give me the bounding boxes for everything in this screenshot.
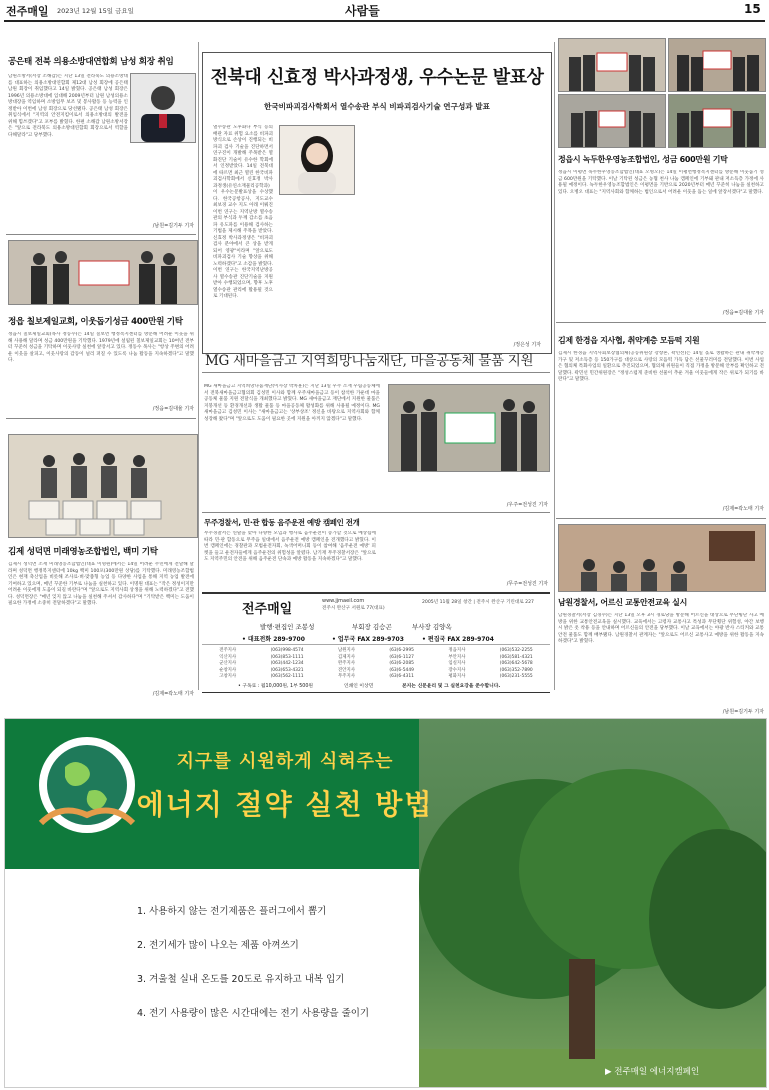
article-body: 남원소방서(서장 소해갑)는 지난 13일 전라북도 의용소방대를 대표하는 의용소방대연합회 제12대 남성 회장에 공은태 남원 회장이 취임했다고 14일 밝혔다. 공은태 남성 회장은 1996년 의용소방대에 입대해 2009년부터 남원 남성의용소방대장을 역임하며 소방업무 보조 및 봉사활동 등 능력을 인정받아 이번에 남성 회장으로 당선됐다. 공은태 남성 회장은 취임식에서 "지역의 안전지킴이로서 의용소방대의 발전을 위해 힘쓰겠다"고 포부를 밝혔다. 한편 소해갑 남원소방서장은 "앞으로 전라북도 의용소방대연합회 회장으로서 역할을 다해달라"고 당부했다.	[8, 74, 128, 138]
masthead-addr: 전주시 완산구 서원로 77(대표)	[322, 606, 385, 611]
hanwoo-donation-photo-1	[558, 38, 666, 92]
group-photo-icon	[559, 39, 665, 91]
tip-item: 4. 전기 사용량이 많은 시간대에는 전기 사용량을 줄이기	[137, 1008, 370, 1019]
group-photo-icon	[669, 39, 765, 91]
article-body: 정읍시 이평면 녹두한우영농조합법인(대표 오병오)은 14일 이평면행정복지센터를 방문해 이웃돕기 성금 600만원을 기탁했다. 이날 기탁된 성금은 농협 천사 나눔 캠페인에 기부돼 관내 저소득층 가정에 사용될 예정이다. 녹두한우영농조합법인은 이평면을 기반으로 2020년부터 매년 꾸준히 나눔을 실천하고 있다. 오병오 대표는 "지역사회와 함께하는 법인으로서 어려운 이웃을 돕는 일에 앞장서겠다"고 말했다.	[558, 170, 764, 195]
article-body-cont	[388, 474, 548, 504]
article-body-cont	[279, 199, 379, 345]
group-photo-icon	[9, 241, 197, 304]
classroom-photo-icon	[559, 525, 765, 591]
ethics-notice: 본지는 신문윤리 및 그 실천요강을 준수합니다.	[402, 684, 501, 689]
office-row: 전주지사 (063)998-4574 남원지사 (63)6-2995 정읍지사 (063)532-2255	[219, 648, 533, 653]
vice-president: 부사장 김양옥	[412, 623, 452, 631]
byline: /남원=김기두 기자	[722, 709, 764, 715]
group-photo-icon	[389, 385, 549, 471]
portrait-photo	[130, 73, 196, 143]
byline: /우주=전성진 기자	[506, 502, 548, 508]
office-row: 고창지사 (063)562-1111 무주지사 (63)6-4311 평화지사 (063)231-5555	[219, 674, 533, 680]
article-title: 공은태 전북 의용소방대연합회 남성 회장 취임	[8, 57, 174, 67]
top-story-title: 전북대 신효정 박사과정생, 우수논문 발표상	[210, 67, 544, 88]
article-title: 남원경찰서, 어르신 교통안전교육 실시	[558, 598, 688, 607]
divider	[556, 322, 766, 323]
article-body-cont	[387, 125, 541, 325]
byline: /정읍=김대율 기자	[152, 406, 194, 412]
divider	[556, 518, 766, 519]
issue-date: 2023년 12월 15일 금요일	[57, 7, 134, 15]
publisher: 발행·편집인 조봉성	[260, 623, 315, 631]
article-body: 김제시 성덕면 소재 미래영농조합법인(대표 이명원)에서는 14일 어려운 주민에게 전달해 달라며 성덕면 행정복지센터에 10kg 백미 100포(300만원 상당)를 기탁했다. 미래영농조합법인은 현재 축산업을 비롯해 조사료·벼·맞춤형 농업 등 다양한 사업을 통해 지역 농업 발전에 기여하고 있으며, 매년 꾸준한 기부로 나눔을 실천하고 있다. 이명원 대표는 "작은 정성이지만 어려운 이웃에게 도움이 되길 바란다"며 "앞으로도 지역사회 상생을 위해 노력하겠다"고 전했다. 성덕면장은 "매년 잊지 않고 나눔을 실천해 주셔서 감사하다"며 "기탁받은 백미는 도움이 필요한 가정에 소중히 전달하겠다"고 말했다.	[8, 562, 194, 606]
article-body: 무주경찰서는 연말을 맞아 다양한 모임과 행사로 음주운전이 증가할 것으로 예상됨에 따라 민·관 합동으로 무주읍 일대에서 음주운전 예방 캠페인을 전개했다고 밝혔다. 이번 캠페인에는 경찰관과 모범운전자회, 녹색어머니회 등이 참여해 '음주운전 예방' 피켓을 들고 운전자들에게 음주운전의 위험성을 알렸다. 남기재 무주경찰서장은 "앞으로도 지역주민의 안전을 위해 음주운전 단속과 예방 활동을 지속하겠다"고 말했다.	[204, 531, 376, 562]
masthead-url: www.jjmaeil.com	[322, 598, 365, 604]
masthead-name: 전주매일	[242, 602, 293, 617]
article-body-cont	[8, 148, 194, 218]
banner-tree	[419, 719, 766, 1087]
tree-icon	[419, 719, 766, 1087]
traffic-safety-photo	[558, 524, 766, 592]
article-title: 김제 한경읍 지사협, 취약계층 모듬떡 지원	[558, 336, 700, 345]
article-body: 김제시 한경읍 지역사회보장협의체(공동위원장 강창흔, 곽민선)는 14일 홀로 생활하는 관내 취약계층 가구 및 저소득층 등 150가구를 대상으로 사랑의 모듬떡 가득 담은 선물꾸러미를 전달했다. 이번 사업은 협의체 특화사업의 일환으로 추진되었으며, 협의체 위원들이 직접 가정을 방문해 안부를 확인하고 전달했다. 곽민선 민간위원장은 "정성스럽게 준비한 선물이 추운 겨울 이웃들에게 작은 위로가 되기를 바란다"고 말했다.	[558, 351, 764, 382]
top-story-subtitle: 한국비파괴검사학회서 열수송관 부식 비파괴검사기술 연구성과 발표	[264, 102, 490, 111]
church-donation-photo	[8, 240, 198, 305]
byline: /김제=곽노태 기자	[152, 691, 194, 697]
offices-table	[202, 648, 550, 681]
masthead-reg: 2005년 11월 28일 창간 | 전주시 완산구 기린대로 227	[422, 600, 534, 605]
person-portrait-icon	[280, 126, 354, 194]
office-row: 군산지사 (063)442-1234 완주지사 (63)6-2085 임실지사 (063)642-5678	[219, 661, 533, 667]
article-body: 열수송관 노후화나 부식 등의 배관 자료 위험 요소를 비파괴 방식으로 손상이 진행되는 비파괴 검사 기술을 진단하면서 연구진이 개발해 주목받은 열화진단 기술이 유수한 학회에서 인정받았다. 14일 전북대에 따르면 최근 열린 한국비파괴검사학회에서 신효정 박사과정생(유연소재물리공학과)이 우수논문발표상을 수상했다. 한국공항공사, 지도교수 최보경 교수 지도 아래 이뤄진 이번 연구는 지역난방 열수송관의 부식과 두께 감소를 초음파 유도파를 이용해 검사하는 기법을 제시해 주목을 받았다. 신효정 박사과정생은 "비파괴검사 분야에서 큰 상을 받게 되어 영광"이라며 "앞으로도 비파괴검사 기술 향상을 위해 노력하겠다"고 소감을 밝혔다. 이번 연구는 한국지역난방공사 열수송관 진단기술을 지원받아 수행되었으며, 향후 노후 열수송관 관리에 활용될 것으로 기대된다.	[213, 125, 273, 299]
masthead-box	[202, 592, 550, 693]
student-portrait	[279, 125, 355, 195]
page-number: 15	[744, 2, 761, 16]
tip-item: 2. 전기세가 많이 나오는 제품 아껴쓰기	[137, 940, 299, 951]
office-row: 익산지사 (063)853-1111 김제지사 (63)6-1127 부안지사 (063)581-4321	[219, 654, 533, 660]
top-story-box	[202, 52, 552, 354]
rice-bags-icon	[9, 435, 197, 537]
tip-item: 3. 겨울철 실내 온도를 20도로 유지하고 내복 입기	[137, 974, 345, 985]
hanwoo-donation-photo-4	[668, 94, 766, 148]
vice-chair: 부회장 김승곤	[352, 623, 392, 631]
community-support-photo	[388, 384, 550, 472]
column-rule	[198, 42, 199, 690]
group-photo-icon	[559, 95, 665, 147]
subscription: • 구독료 : 월10,000원, 1부 500원	[238, 684, 314, 689]
page-header	[0, 0, 769, 20]
byline: /남원=김기두 기자	[152, 223, 194, 229]
campaign-footer: ▶ 전주매일 에너지캠페인	[605, 1067, 700, 1077]
section-name: 사람들	[345, 4, 380, 18]
divider	[202, 372, 550, 373]
hanwoo-donation-photo-3	[558, 94, 666, 148]
divider	[202, 512, 550, 513]
byline: /정읍=김대율 기자	[722, 310, 764, 316]
group-photo-icon	[669, 95, 765, 147]
article-body: 정읍시 칠보제일교회(목사 정동수)는 14일 칠보면 행정복지센터를 방문해 어려운 이웃을 위해 사용해 달라며 성금 400만원을 기탁했다. 1979년에 설립된 칠보제일교회는 10여년 전부터 꾸준히 성금을 기탁하며 이웃사랑 실천에 앞장서고 있다. 정동수 목사는 "항상 주변의 어려운 이웃을 살피고, 이웃사랑의 감동이 널리 퍼질 수 있도록 나눔 활동을 지속하겠다"고 말했다.	[8, 332, 194, 363]
byline: /무주=전성진 기자	[506, 581, 548, 587]
article-body: 남원경찰서(서장 김경수)는 지난 13일 오후 3시 경로당을 방문해 어르신을 대상으로 무단횡단 사고 예방을 위한 교통안전교육을 실시했다. 교육에서는 고령자 교통사고 특성과 무단횡단 위험성, 야간 보행 시 밝은 옷 착용 등을 안내하며 어르신들의 안전을 당부했다. 이날 교육에서는 야광 반사 스티커와 교통안전 물품도 함께 배부됐다. 남원경찰서 관계자는 "앞으로도 어르신 교통사고 예방을 위한 활동을 지속하겠다"고 밝혔다.	[558, 613, 764, 644]
divider	[202, 644, 550, 645]
editorial-fax: • 편집국 FAX 289-9704	[422, 636, 494, 643]
energy-campaign-banner	[4, 718, 767, 1088]
byline: /김제=곽노태 기자	[722, 506, 764, 512]
tips-list	[137, 895, 427, 1031]
divider	[6, 418, 196, 419]
business-fax: • 업무국 FAX 289-9703	[332, 636, 404, 643]
globe-hands-icon	[27, 727, 147, 847]
paper-name: 전주매일	[6, 5, 49, 18]
rice-donation-photo	[8, 434, 198, 538]
byline: /정은성 기자	[513, 342, 541, 348]
tip-item: 1. 사용하지 않는 전기제품은 플러그에서 뽑기	[137, 906, 327, 917]
article-body-cont	[384, 518, 548, 582]
article-title: 정읍시 녹두한우영농조합법인, 성금 600만원 기탁	[558, 155, 728, 164]
article-body: MG 새마을금고 지역희망나눔재단(이사장 박차훈)은 지난 13일 우주 소재 우림공동체에서 전북새마을금고협의회 김성민 이사와 함께 우주새마을금고 등이 참석한 가운데 마을공동체 물품 지원 전달식을 개최했다고 밝혔다. MG 새마을금고 재단에서 지원한 물품은 지붕개선 등 환경개선과 생활 물품 등 마을공동체 활성화를 위해 사용될 예정이다. MG 새마을금고 김성민 이사는 "새마을금고는 '상부상조' 정신을 바탕으로 지역사회와 함께 성장해 왔다"며 "앞으로도 도움이 필요한 곳에 지원을 아끼지 않겠다"고 말했다.	[204, 384, 380, 422]
hanwoo-donation-photo-2	[668, 38, 766, 92]
main-tel: • 대표전화 289-9700	[242, 636, 305, 643]
article-title: 무주경찰서, 민·관 합동 음주운전 예방 캠페인 전개	[204, 518, 360, 527]
person-portrait-icon	[131, 74, 195, 142]
printer: 인쇄인 이상민	[344, 684, 374, 689]
earth-icon	[27, 727, 147, 847]
article-title: MG 새마을금고 지역희망나눔재단, 마을공동체 물품 지원	[205, 353, 534, 369]
article-title: 김제 성덕면 미래영농조합법인, 백미 기탁	[8, 547, 158, 557]
divider	[6, 234, 196, 235]
office-row: 순창지사 (063)653-4321 진안지사 (63)6-5449 장수지사 (063)352-7890	[219, 667, 533, 673]
banner-title-2: 에너지 절약 실천 방법	[136, 788, 434, 821]
column-rule	[554, 42, 555, 690]
header-rule	[4, 20, 765, 22]
banner-title-1: 지구를 시원하게 식혀주는	[176, 751, 394, 772]
article-title: 정읍 칠보제일교회, 이웃돕기성금 400만원 기탁	[8, 317, 183, 327]
